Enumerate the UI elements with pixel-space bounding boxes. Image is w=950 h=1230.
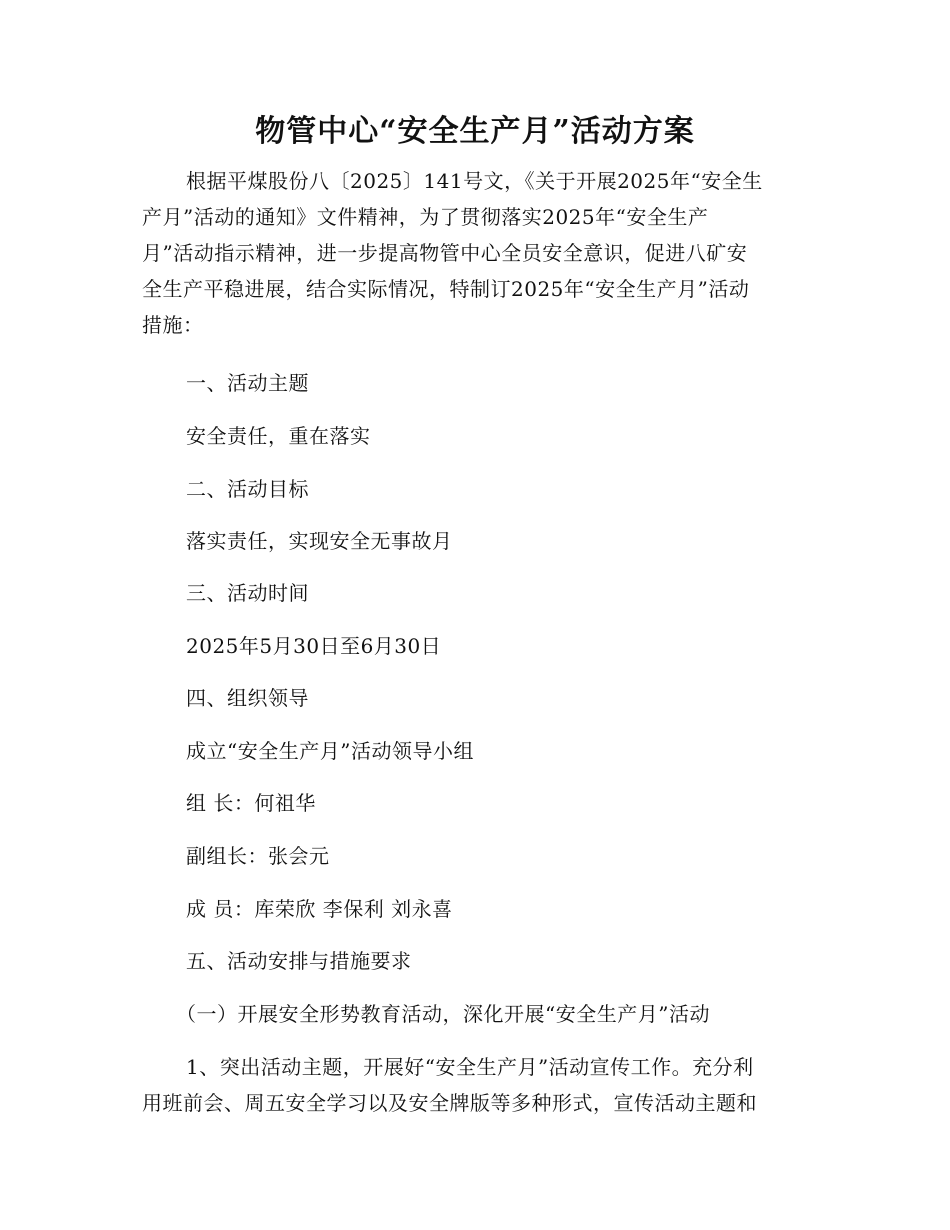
item1-line-1: 1、突出活动主题，开展好“安全生产月”活动宣传工作。充分利 — [186, 1055, 754, 1079]
theme-heading: 一、活动主题 — [186, 371, 309, 395]
item1-line-2: 用班前会、周五安全学习以及安全牌版等多种形式，宣传活动主题和 — [142, 1091, 757, 1115]
goal-heading: 二、活动目标 — [186, 477, 309, 501]
sub-heading-1: （一）开展安全形势教育活动，深化开展“安全生产月”活动 — [176, 1002, 710, 1026]
intro-line-4: 全生产平稳进展，结合实际情况，特制订2025年“安全生产月”活动 — [142, 277, 750, 301]
time-text: 2025年5月30日至6月30日 — [186, 634, 442, 658]
time-heading: 三、活动时间 — [186, 581, 309, 605]
intro-paragraph — [142, 168, 806, 338]
vice-leader-line: 副组长：张会元 — [186, 844, 330, 868]
intro-line-5: 措施： — [142, 313, 204, 337]
document-title: 物管中心“安全生产月”活动方案 — [255, 114, 695, 149]
intro-line-3: 月”活动指示精神，进一步提高物管中心全员安全意识，促进八矿安 — [142, 241, 748, 265]
theme-text: 安全责任，重在落实 — [186, 424, 371, 448]
item1-paragraph — [142, 1054, 806, 1116]
intro-line-2: 产月”活动的通知》文件精神，为了贯彻落实2025年“安全生产 — [142, 205, 709, 229]
goal-text: 落实责任，实现安全无事故月 — [186, 529, 453, 553]
leader-line: 组 长：何祖华 — [186, 791, 316, 815]
org-text: 成立“安全生产月”活动领导小组 — [186, 739, 474, 763]
intro-line-1: 根据平煤股份八〔2025〕141号文，《关于开展2025年“安全生 — [186, 169, 763, 193]
members-line: 成 员：库荣欣 李保利 刘永喜 — [186, 897, 453, 921]
arrange-heading: 五、活动安排与措施要求 — [186, 949, 412, 973]
org-heading: 四、组织领导 — [186, 686, 309, 710]
